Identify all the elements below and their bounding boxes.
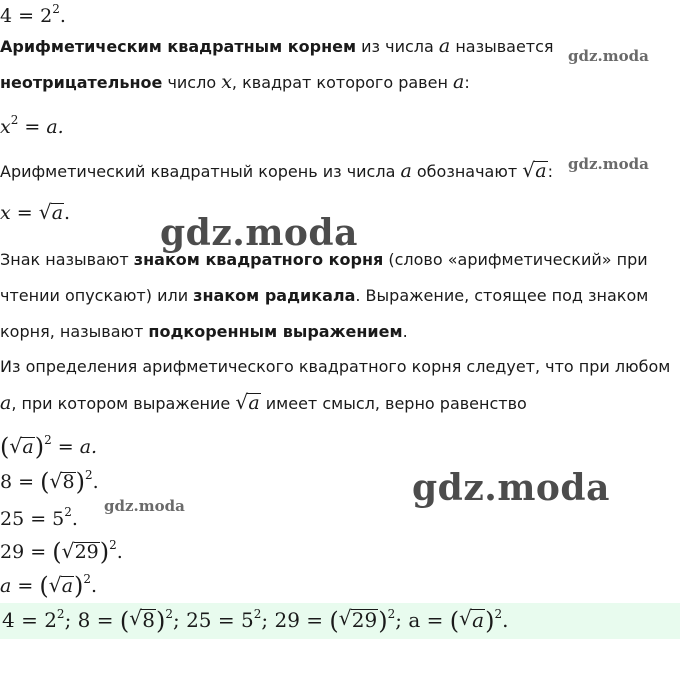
- definition-line-1: Арифметическим квадратным корнем из числа a называется: [0, 35, 554, 57]
- equation-four-equals-two-squared: $4 = 2^2$.: [0, 2, 66, 27]
- sign-line-1: Знак называют знаком квадратного корня (слово «арифметический» при: [0, 250, 648, 269]
- consequence-line-2: a, при котором выражение √ a имеет смысл, верно равенство: [0, 390, 527, 414]
- consequence-line-1: Из определения арифметического квадратного корня следует, что при любом: [0, 357, 671, 376]
- sqrt-a-symbol: √ a: [522, 158, 547, 182]
- equation-x-equals-sqrt-a: x = √ a.: [0, 200, 71, 224]
- notation-line: Арифметический квадратный корень из числа a обозначают √ a:: [0, 158, 553, 182]
- sign-line-2: чтении опускают) или знаком радикала. Выражение, стоящее под знаком: [0, 286, 649, 305]
- equation-sqrt-a-squared: ( √ a)$^2$ = a.: [0, 433, 98, 461]
- answer-line: $4 = 2^2$; 8 = ( √ 8)$^2$; $25 = 5^2$; 29 = ( √ 29)$^2$; a = ( √ a)$^2$.: [2, 606, 509, 635]
- watermark-logo: gdz.moda: [568, 47, 649, 65]
- sqrt-a-expression: √ a: [38, 200, 64, 224]
- sqrt-a-symbol: √ a: [235, 390, 260, 414]
- definition-line-2: неотрицательное число x, квадрат которого равен a:: [0, 71, 470, 93]
- watermark-logo: gdz.moda: [568, 155, 649, 173]
- equation-eight: 8 = ( √ 8)$^2$.: [0, 468, 99, 496]
- watermark-logo: gdz.moda: [412, 467, 610, 509]
- sign-line-3: корня, называют подкоренным выражением.: [0, 322, 408, 341]
- watermark-logo: gdz.moda: [160, 212, 358, 254]
- equation-twenty-five: $25 = 5^2$.: [0, 505, 78, 530]
- answer-highlight: [0, 603, 680, 639]
- watermark-logo: gdz.moda: [104, 497, 185, 515]
- equation-twenty-nine: 29 = ( √ 29)$^2$.: [0, 538, 123, 566]
- equation-x-squared-equals-a: $x^2 = a$.: [0, 113, 64, 138]
- equation-a: a = ( √ a)$^2$.: [0, 572, 98, 600]
